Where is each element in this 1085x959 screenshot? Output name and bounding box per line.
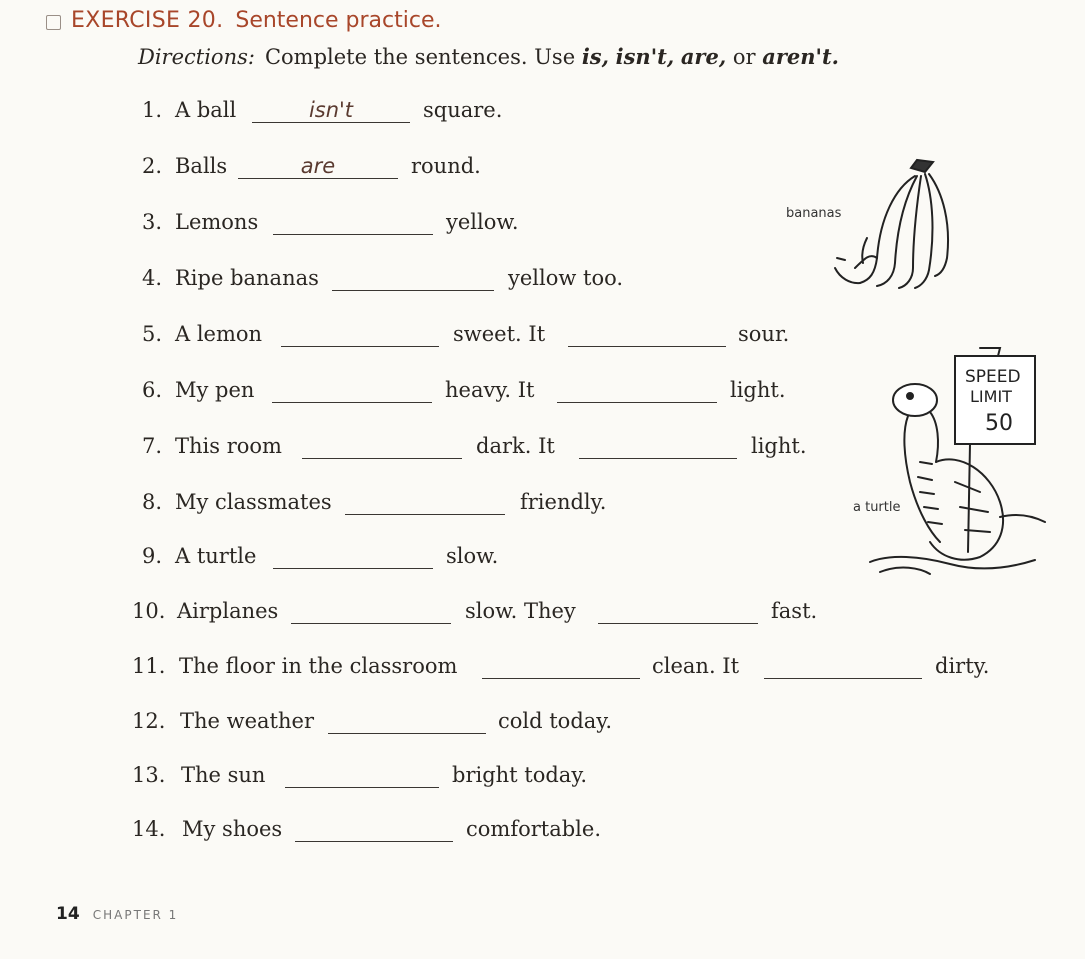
item-number: 3. <box>141 210 162 234</box>
item-number: 6. <box>141 378 162 402</box>
item-text: Airplanes <box>177 599 279 623</box>
item-text: The weather <box>180 709 314 733</box>
item-text: yellow. <box>446 210 519 234</box>
item-number: 7. <box>141 434 162 458</box>
turtle-illustration <box>860 342 1060 582</box>
answer-text: are <box>300 154 336 178</box>
item-text: round. <box>411 154 481 178</box>
answer-blank[interactable] <box>295 817 453 842</box>
item-text: A lemon <box>175 322 263 346</box>
turtle-label: a turtle <box>853 500 901 515</box>
item-text: This room <box>175 434 282 458</box>
answer-blank[interactable] <box>557 378 717 403</box>
answer-blank[interactable] <box>302 434 462 459</box>
directions-word-isnt: isn't, <box>615 44 675 69</box>
directions <box>138 44 839 69</box>
answer-blank[interactable] <box>598 599 758 624</box>
item-text: The sun <box>181 763 266 787</box>
directions-word-arent: aren't. <box>762 44 839 69</box>
item-number: 2. <box>141 154 162 178</box>
item-number: 1. <box>141 98 162 122</box>
item-number: 10. <box>132 599 166 623</box>
item-text: fast. <box>771 599 818 623</box>
item-text: A ball <box>175 98 237 122</box>
item-text: friendly. <box>520 490 607 514</box>
item-text: dirty. <box>935 654 990 678</box>
answer-blank[interactable] <box>252 98 410 123</box>
directions-label: Directions: <box>138 45 255 69</box>
item-number: 12. <box>132 709 166 733</box>
item-text: slow. <box>446 544 499 568</box>
item-number: 13. <box>132 763 166 787</box>
directions-word-is: is, <box>581 44 609 69</box>
answer-blank[interactable] <box>332 266 494 291</box>
item-number: 5. <box>141 322 162 346</box>
answer-blank[interactable] <box>272 378 432 403</box>
answer-blank[interactable] <box>238 154 398 179</box>
item-text: yellow too. <box>508 266 624 290</box>
item-text: A turtle <box>175 544 257 568</box>
chapter-label: CHAPTER 1 <box>92 908 179 922</box>
item-text: sour. <box>738 322 790 346</box>
item-text: My shoes <box>182 817 283 841</box>
item-number: 14. <box>132 817 166 841</box>
directions-text-before: Complete the sentences. Use <box>264 45 582 69</box>
directions-word-or: or <box>726 45 763 69</box>
exercise-label: EXERCISE 20. <box>71 8 224 33</box>
item-text: light. <box>730 378 786 402</box>
exercise-header <box>46 8 441 33</box>
sign-line-2: LIMIT <box>970 387 1012 406</box>
answer-blank[interactable] <box>273 544 433 569</box>
item-text: comfortable. <box>466 817 601 841</box>
answer-blank[interactable] <box>291 599 451 624</box>
item-text: sweet. It <box>453 322 546 346</box>
answer-blank[interactable] <box>568 322 726 347</box>
item-text: cold today. <box>498 709 613 733</box>
directions-word-are: are, <box>680 44 727 69</box>
answer-blank[interactable] <box>281 322 439 347</box>
answer-blank[interactable] <box>764 654 922 679</box>
exercise-title: Sentence practice. <box>235 8 442 33</box>
item-text: My classmates <box>175 490 332 514</box>
item-text: heavy. It <box>445 378 535 402</box>
directions-text <box>265 45 839 69</box>
item-text: Lemons <box>175 210 259 234</box>
answer-blank[interactable] <box>345 490 505 515</box>
answer-blank[interactable] <box>285 763 439 788</box>
item-text: dark. It <box>476 434 555 458</box>
item-number: 4. <box>141 266 162 290</box>
page-number: 14 <box>56 904 80 924</box>
sign-line-1: SPEED <box>965 367 1021 387</box>
item-text: Ripe bananas <box>175 266 319 290</box>
item-text: square. <box>423 98 503 122</box>
answer-blank[interactable] <box>273 210 433 235</box>
item-text: My pen <box>175 378 255 402</box>
answer-blank[interactable] <box>482 654 640 679</box>
item-text: bright today. <box>452 763 588 787</box>
bananas-label: bananas <box>786 206 842 221</box>
page-footer <box>56 904 178 924</box>
sign-line-3: 50 <box>985 411 1013 436</box>
item-number: 11. <box>132 654 166 678</box>
item-text: clean. It <box>652 654 740 678</box>
item-number: 8. <box>141 490 162 514</box>
answer-text: isn't <box>308 98 354 122</box>
item-text: Balls <box>175 154 228 178</box>
item-text: The floor in the classroom <box>179 654 458 678</box>
item-number: 9. <box>141 544 162 568</box>
exercise-checkbox[interactable] <box>46 15 61 30</box>
item-text: light. <box>751 434 807 458</box>
answer-blank[interactable] <box>328 709 486 734</box>
answer-blank[interactable] <box>579 434 737 459</box>
bananas-illustration <box>825 158 960 298</box>
item-text: slow. They <box>465 599 576 623</box>
